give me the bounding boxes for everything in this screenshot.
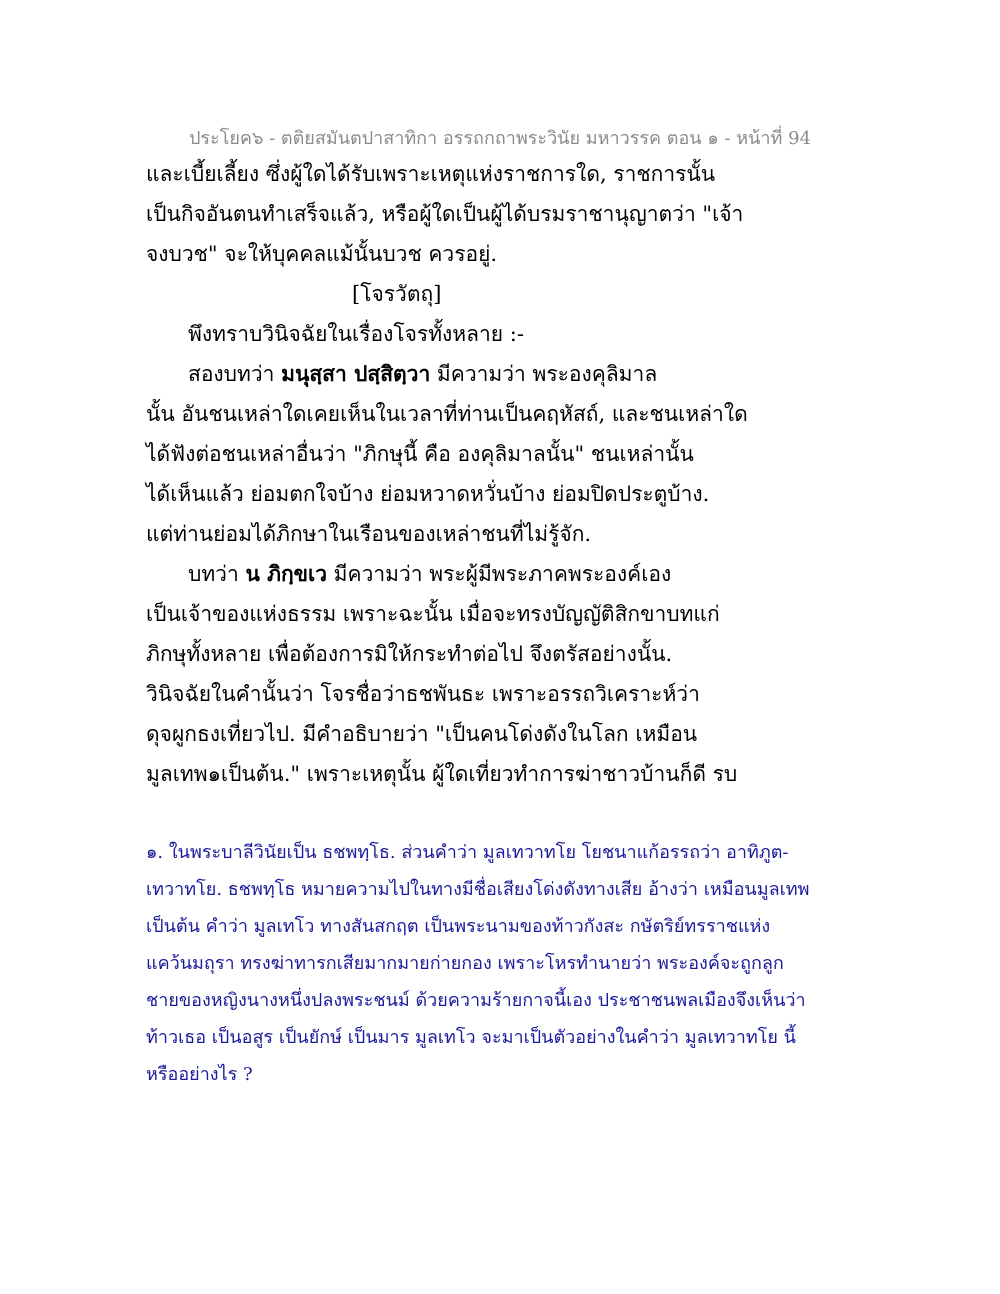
text-span: มีความว่า พระผู้มีพระภาคพระองค์เอง: [327, 562, 672, 586]
footnote-line: ท้าวเธอ เป็นอสูร เป็นยักษ์ เป็นมาร มูลเทโว จะมาเป็นตัวอย่างในคำว่า มูลเทวาทโย นี้: [146, 1027, 796, 1048]
text-line: ได้ฟังต่อชนเหล่าอื่นว่า "ภิกษุนี้ คือ องคุลิมาลนั้น" ชนเหล่านั้น: [146, 442, 694, 466]
footnote-line: เป็นต้น คำว่า มูลเทโว ทางสันสกฤต เป็นพระนามของท้าวกังสะ กษัตริย์ทรราชแห่ง: [146, 916, 771, 937]
text-line: แต่ท่านย่อมได้ภิกษาในเรือนของเหล่าชนที่ไม่รู้จัก.: [146, 522, 592, 546]
text-line: ได้เห็นแล้ว ย่อมตกใจบ้าง ย่อมหวาดหวั่นบ้าง ย่อมปิดประตูบ้าง.: [146, 482, 710, 506]
main-text: [146, 157, 746, 797]
text-line: พึงทราบวินิจฉัยในเรื่องโจรทั้งหลาย :-: [188, 322, 524, 346]
footnote-line: ๑. ในพระบาลีวินัยเป็น ธชพทฺโธ. ส่วนคำว่า มูลเทวาทโย โยชนาแก้อรรถว่า อาทิภูต-: [146, 842, 789, 863]
pali-term: น ภิกฺขเว: [245, 561, 327, 586]
text-line: เป็นเจ้าของแห่งธรรม เพราะฉะนั้น เมื่อจะทรงบัญญัติสิกขาบทแก่: [146, 602, 720, 626]
text-line: [146, 557, 746, 597]
footnote-line: ชายของหญิงนางหนึ่งปลงพระชนม์ ด้วยความร้ายกาจนี้เอง ประชาชนพลเมืองจึงเห็นว่า: [146, 990, 806, 1011]
text-line: ภิกษุทั้งหลาย เพื่อต้องการมิให้กระทำต่อไป จึงตรัสอย่างนั้น.: [146, 642, 673, 666]
text-line: มูลเทพ๑เป็นต้น." เพราะเหตุนั้น ผู้ใดเที่ยวทำการฆ่าชาวบ้านก็ดี รบ: [146, 762, 738, 786]
text-line: [146, 357, 746, 397]
footnote-line: แคว้นมถุรา ทรงฆ่าทารกเสียมากมายก่ายกอง เพราะโหรทำนายว่า พระองค์จะถูกลูก: [146, 953, 784, 974]
text-span: มีความว่า พระองคุลิมาล: [430, 362, 658, 386]
text-line: นั้น อันชนเหล่าใดเคยเห็นในเวลาที่ท่านเป็นคฤหัสถ์, และชนเหล่าใด: [146, 402, 748, 426]
footnote-line: หรืออย่างไร ?: [146, 1064, 253, 1085]
lead-text: สองบทว่า: [188, 362, 282, 386]
footnote-line: เทวาทโย. ธชพทฺโธ หมายความไปในทางมีชื่อเสียงโด่งดังทางเสีย อ้างว่า เหมือนมูลเทพ: [146, 879, 810, 900]
pali-term: มนุสฺสา ปสฺสิตฺวา: [281, 361, 431, 386]
running-header: ประโยค๖ - ตติยสมันตปาสาทิกา อรรถกถาพระวินัย มหาวรรค ตอน ๑ - หน้าที่ 94: [188, 128, 812, 149]
lead-text: บทว่า: [188, 562, 246, 586]
text-line: จงบวช" จะให้บุคคลแม้นั้นบวช ควรอยู่.: [146, 242, 498, 266]
text-line: และเบี้ยเลี้ยง ซึ่งผู้ใดได้รับเพราะเหตุแห่งราชการใด, ราชการนั้น: [146, 162, 716, 186]
text-line: เป็นกิจอันตนทำเสร็จแล้ว, หรือผู้ใดเป็นผู้ได้บรมราชานุญาตว่า "เจ้า: [146, 202, 744, 226]
text-line: วินิจฉัยในคำนั้นว่า โจรชื่อว่าธชพันธะ เพราะอรรถวิเคราะห์ว่า: [146, 682, 700, 706]
section-title: [โจรวัตถุ]: [352, 282, 442, 306]
footnote: [146, 838, 826, 1097]
text-line: ดุจผูกธงเที่ยวไป. มีคำอธิบายว่า "เป็นคนโด่งดังในโลก เหมือน: [146, 722, 698, 746]
